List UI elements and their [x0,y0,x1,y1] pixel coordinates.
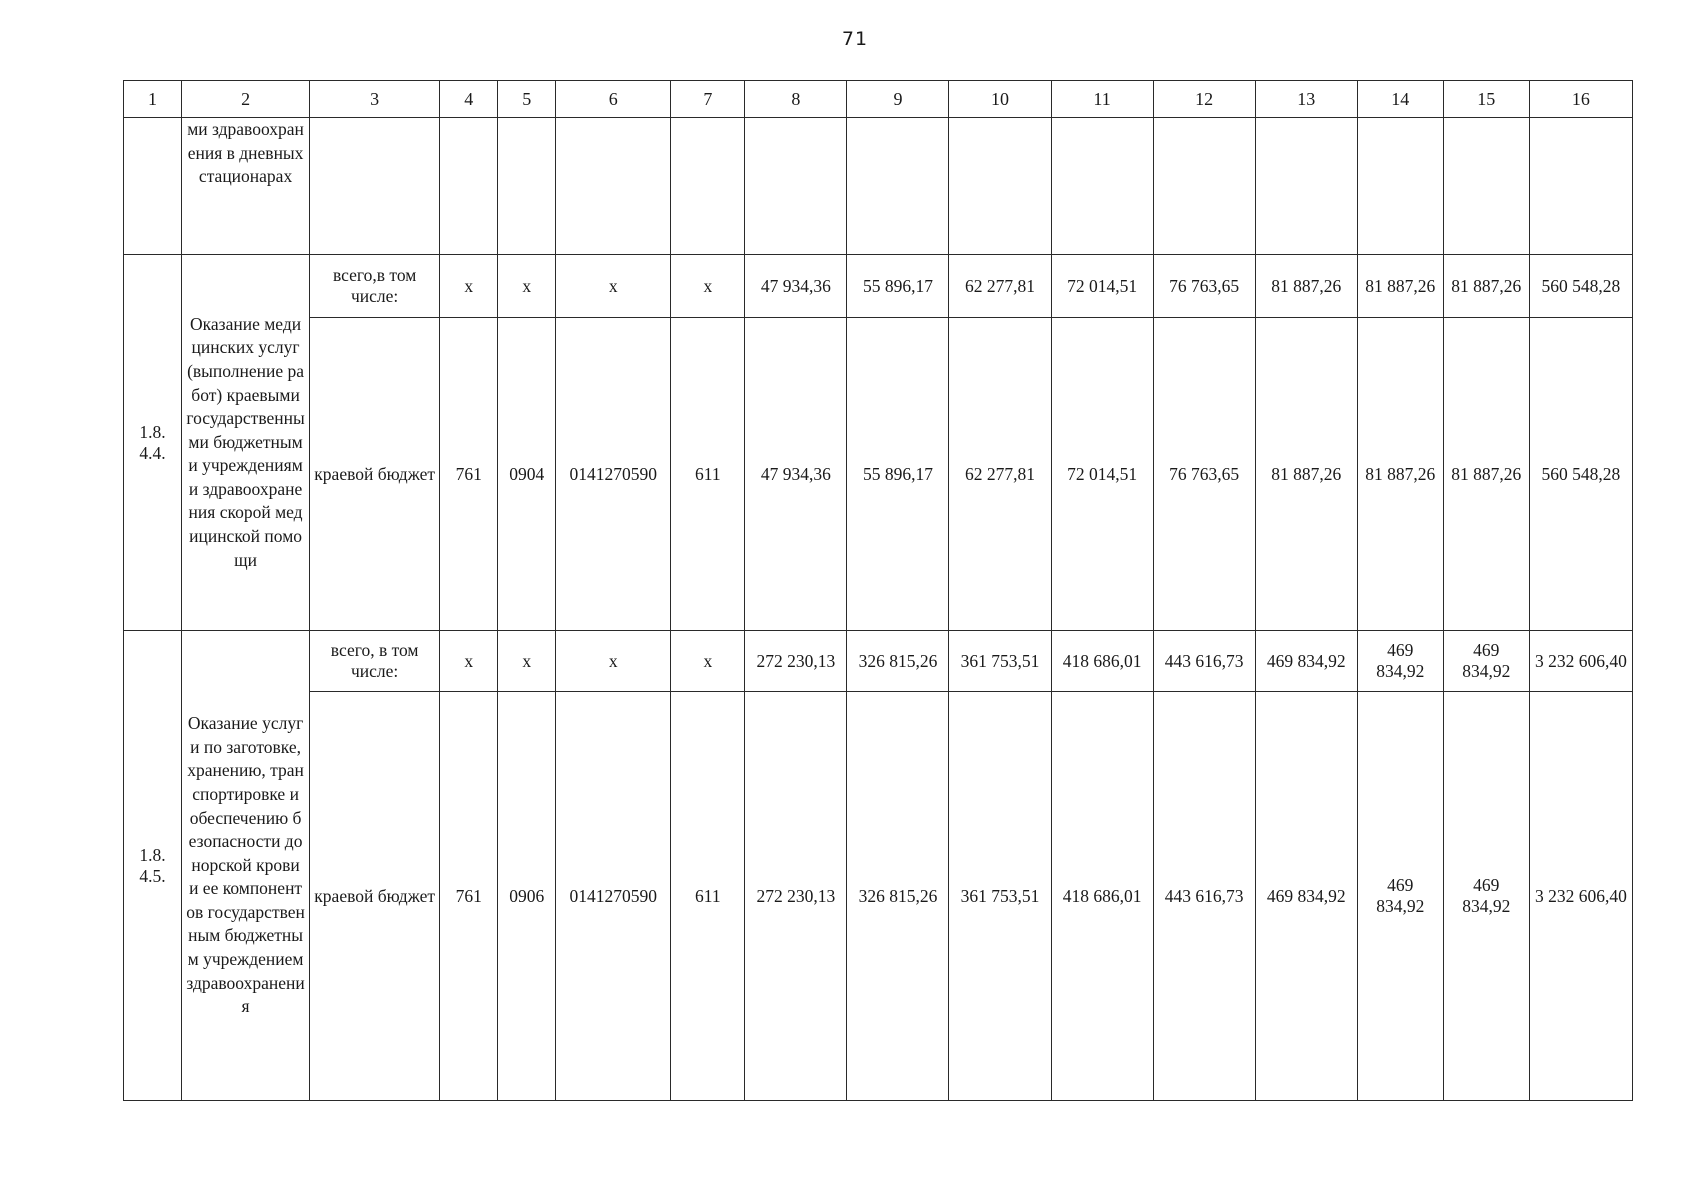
header-cell: 15 [1443,81,1529,118]
header-cell: 10 [949,81,1051,118]
funding-source-cell: всего, в том числе: [310,631,440,692]
value-cell: 55 896,17 [847,318,949,631]
funding-source-cell: краевой бюджет [310,692,440,1101]
empty-cell [498,118,556,255]
value-cell: 81 887,26 [1443,318,1529,631]
header-cell: 4 [440,81,498,118]
header-row [124,81,1633,118]
empty-cell [1357,118,1443,255]
budget-table [123,80,1633,1101]
value-cell: 81 887,26 [1255,318,1357,631]
header-cell: 2 [182,81,310,118]
value-cell: 469 834,92 [1357,631,1443,692]
empty-cell [440,118,498,255]
code-cell: 761 [440,692,498,1101]
value-cell: 361 753,51 [949,692,1051,1101]
code-cell: 611 [671,318,745,631]
value-cell: 3 232 606,40 [1529,631,1632,692]
header-cell: 8 [745,81,847,118]
table-row-budget [124,318,1633,631]
value-cell: 361 753,51 [949,631,1051,692]
value-cell: 443 616,73 [1153,631,1255,692]
table-row-continuation [124,118,1633,255]
empty-cell [1529,118,1632,255]
empty-cell [745,118,847,255]
header-cell: 3 [310,81,440,118]
code-cell: х [498,631,556,692]
value-cell: 55 896,17 [847,255,949,318]
table-row-total [124,631,1633,692]
value-cell: 469 834,92 [1255,631,1357,692]
empty-cell [949,118,1051,255]
row-number-cell [124,118,182,255]
header-cell: 5 [498,81,556,118]
header-cell: 9 [847,81,949,118]
header-cell: 1 [124,81,182,118]
empty-cell [1443,118,1529,255]
empty-cell [556,118,671,255]
value-cell: 72 014,51 [1051,255,1153,318]
empty-cell [671,118,745,255]
value-cell: 272 230,13 [745,631,847,692]
header-cell: 16 [1529,81,1632,118]
value-cell: 81 887,26 [1357,255,1443,318]
header-cell: 7 [671,81,745,118]
item-name-cell: ми здравоохранения в дневных стационарах [182,118,310,255]
item-name-cell: Оказание медицинских услуг (выполнение работ) краевыми государственными бюджетными учреждениями здравоохранения скорой медицинской помощи [182,255,310,631]
value-cell: 72 014,51 [1051,318,1153,631]
value-cell: 47 934,36 [745,318,847,631]
value-cell: 81 887,26 [1443,255,1529,318]
value-cell: 469 834,92 [1443,631,1529,692]
header-cell: 11 [1051,81,1153,118]
value-cell: 62 277,81 [949,318,1051,631]
page-number: 71 [841,28,869,50]
value-cell: 469 834,92 [1443,692,1529,1101]
empty-cell [1051,118,1153,255]
value-cell: 418 686,01 [1051,631,1153,692]
table-row-total [124,255,1633,318]
code-cell: 0906 [498,692,556,1101]
empty-cell [847,118,949,255]
funding-source-cell: всего,в том числе: [310,255,440,318]
value-cell: 469 834,92 [1255,692,1357,1101]
code-cell: 0141270590 [556,318,671,631]
code-cell: х [671,631,745,692]
value-cell: 76 763,65 [1153,318,1255,631]
code-cell: 0141270590 [556,692,671,1101]
value-cell: 418 686,01 [1051,692,1153,1101]
row-number-cell: 1.8. 4.4. [124,255,182,631]
table-row-budget [124,692,1633,1101]
value-cell: 81 887,26 [1357,318,1443,631]
value-cell: 62 277,81 [949,255,1051,318]
empty-cell [310,118,440,255]
value-cell: 81 887,26 [1255,255,1357,318]
code-cell: х [498,255,556,318]
header-cell: 13 [1255,81,1357,118]
code-cell: х [440,255,498,318]
code-cell: х [671,255,745,318]
header-cell: 12 [1153,81,1255,118]
value-cell: 47 934,36 [745,255,847,318]
header-cell: 6 [556,81,671,118]
value-cell: 3 232 606,40 [1529,692,1632,1101]
header-cell: 14 [1357,81,1443,118]
code-cell: х [440,631,498,692]
value-cell: 326 815,26 [847,631,949,692]
value-cell: 272 230,13 [745,692,847,1101]
code-cell: х [556,631,671,692]
value-cell: 443 616,73 [1153,692,1255,1101]
item-name-cell: Оказание услуги по заготовке, хранению, транспортировке и обеспечению безопасности донорской крови и ее компонентов государственным бюджетным учреждением здравоохранения [182,631,310,1101]
code-cell: 0904 [498,318,556,631]
value-cell: 469 834,92 [1357,692,1443,1101]
code-cell: 611 [671,692,745,1101]
value-cell: 560 548,28 [1529,318,1632,631]
row-number-cell: 1.8. 4.5. [124,631,182,1101]
value-cell: 326 815,26 [847,692,949,1101]
empty-cell [1153,118,1255,255]
code-cell: х [556,255,671,318]
value-cell: 560 548,28 [1529,255,1632,318]
funding-source-cell: краевой бюджет [310,318,440,631]
code-cell: 761 [440,318,498,631]
value-cell: 76 763,65 [1153,255,1255,318]
empty-cell [1255,118,1357,255]
